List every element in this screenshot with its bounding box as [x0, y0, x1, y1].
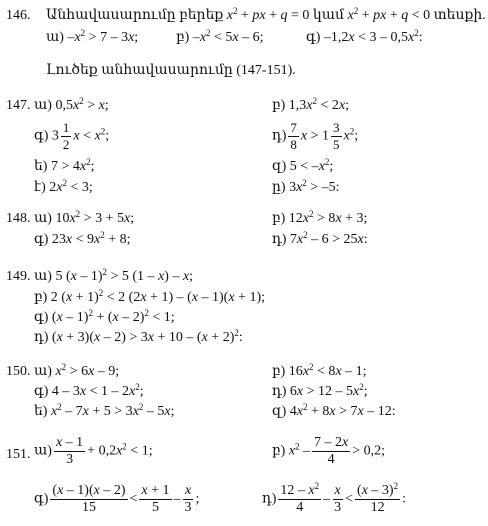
problem-148-c: գ) $23x < 9x^2 + 8$; — [34, 230, 131, 247]
problem-148-d: դ) $7x^2 - 6 > 25x$: — [272, 230, 368, 247]
problem-149-b: բ) 2 $(x + 1)^2 < 2$ (2x + 1) – (x – 1)(x + 1); — [34, 288, 265, 305]
problem-148-a: ա) $10x^2 > 3 + 5x$; — [34, 209, 135, 226]
problem-number: 150. — [6, 364, 31, 379]
problem-147-e: ե) $7 > 4x^2$; — [34, 157, 95, 174]
problem-149-d: դ) $(x + 3)(x - 2) > 3x + 10 - (x + 2)^2$: — [34, 328, 243, 345]
problem-151-b: բ) $x^2$ – $\frac{7 - 2x}{4}$ > 0,2; — [272, 435, 386, 467]
problem-147-d: դ) $\frac{7}{8}$ x > 1 $\frac{3}{5}$ $x^2$; — [272, 120, 359, 152]
problem-147-h: ը) $3x^2 > -5$: — [272, 178, 340, 195]
problem-150-f: զ) $4x^2 + 8x > 7x - 12$: — [272, 402, 396, 419]
problem-147-a: ա) $0,5x^2 > x$; — [34, 96, 109, 113]
problem-150-e: ե) $x^2 - 7x + 5 > 3x^2 - 5x$; — [34, 402, 175, 419]
problem-149-a: ա) 5 (x – 1)$^2$ > 5 (1 – x) – x; — [34, 267, 194, 284]
instruction: Լուծեք անհավասարումը (147-151). — [46, 63, 296, 78]
problem-147-g: է) $2x^2 < 3$; — [34, 178, 93, 195]
problem-146-a: ա) $-x^2 > 7 - 3x$; — [46, 28, 139, 45]
problem-149-c: գ) (x – 1)$^2$ + (x – 2)$^2$ < 1; — [34, 308, 175, 325]
problem-150-a: ա) $x^2 > 6x - 9$; — [34, 362, 120, 379]
problem-146-intro: Անհավասարումը բերեք $x^2$ + px + q = 0 կամ $x^2$ + px + q < 0 տեսքի. — [46, 6, 486, 23]
problem-147-c: գ) 3 $\frac{1}{2}$ $x < x^2$; — [34, 120, 110, 152]
problem-150-b: բ) $16x^2 < 8x - 1$; — [272, 362, 367, 379]
problem-148-b: բ) $12x^2 > 8x + 3$; — [272, 209, 368, 226]
problem-number: 149. — [6, 269, 31, 284]
problem-147-f: զ) $5 < -x^2$; — [272, 157, 334, 174]
problem-150-c: գ) $4 - 3x < 1 - 2x^2$; — [34, 382, 144, 399]
problem-151-c: գ) $\frac{(x - 1)(x - 2)}{15}$ < $\frac{x + 1}{5}$ – $\frac{x}{3}$ ; — [34, 483, 200, 515]
problem-150-d: դ) $6x > 12 - 5x^2$; — [272, 382, 368, 399]
problem-147-b: բ) $1,3x^2 < 2x$; — [272, 96, 350, 113]
problem-151-a: ա) $\frac{x - 1}{3}$ + $0,2x^2 < 1$; — [34, 435, 153, 467]
problem-151-d: դ) $\frac{12 - x^2}{4}$ – $\frac{x}{3}$ < $\frac{(x - 3)^2}{12}$ : — [262, 481, 406, 515]
problem-number: 146. — [6, 8, 31, 23]
problem-146-c: գ) $-1,2x < 3 - 0,5x^2$: — [306, 28, 423, 45]
problem-number: 151. — [6, 447, 31, 462]
problem-number: 147. — [6, 98, 31, 113]
problem-146-b: բ) $-x^2 < 5x - 6$; — [176, 28, 264, 45]
problem-number: 148. — [6, 211, 31, 226]
